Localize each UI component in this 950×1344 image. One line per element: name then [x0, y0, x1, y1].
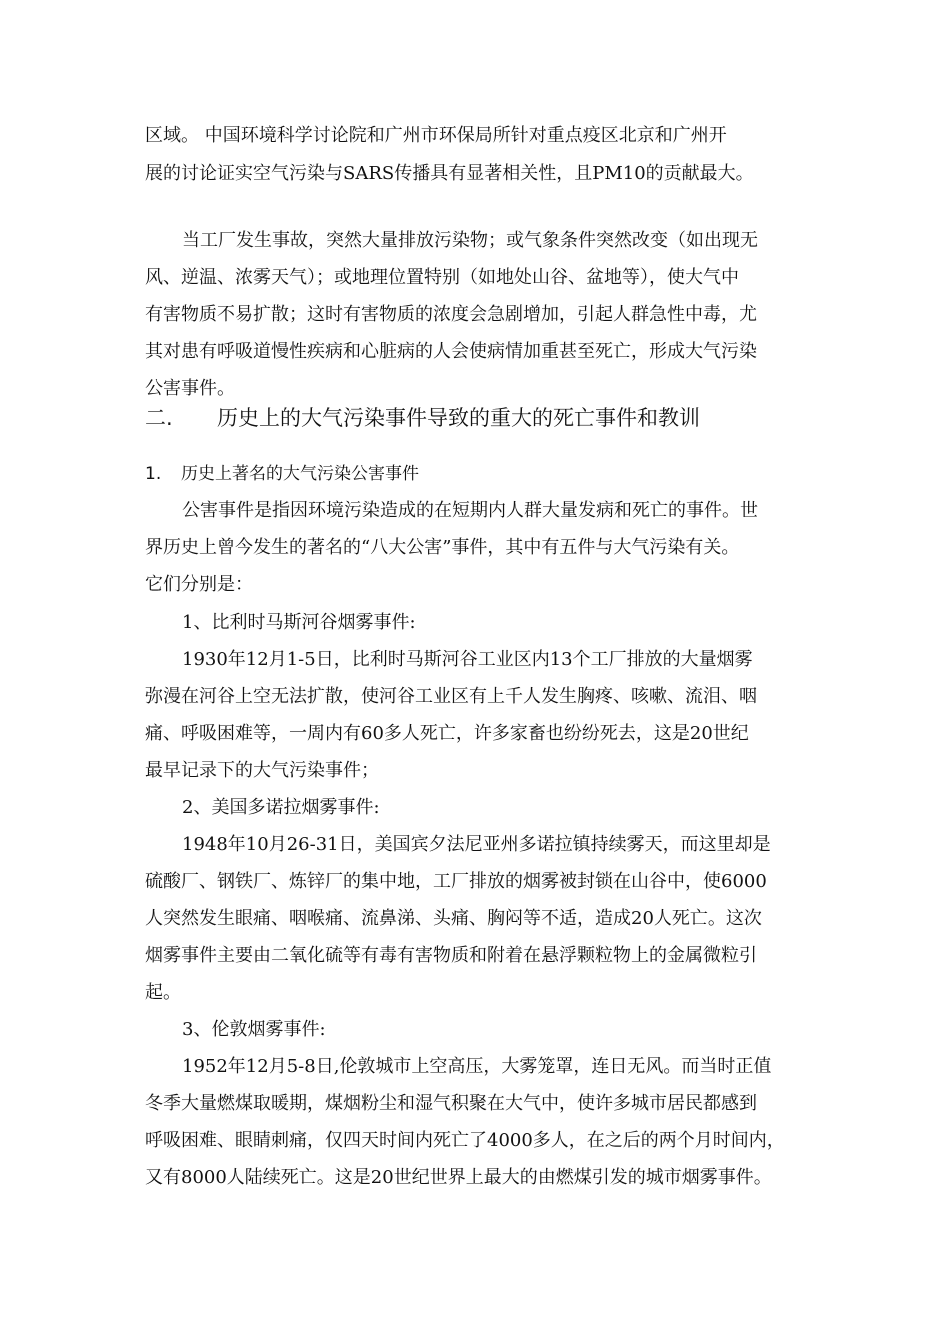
- subsection-title: 历史上著名的大气污染公害事件: [181, 464, 419, 484]
- subsection-heading: [145, 462, 419, 486]
- event-line: 最早记录下的大气污染事件；: [145, 760, 379, 781]
- paragraph-line: 界历史上曾今发生的著名的“八大公害”事件，其中有五件与大气污染有关。: [145, 537, 740, 558]
- event-line: 1948年10月26-31日，美国宾夕法尼亚州多诺拉镇持续雾天，而这里却是: [182, 834, 771, 855]
- event-line: 冬季大量燃煤取暖期，煤烟粉尘和湿气积聚在大气中，使许多城市居民都感到: [145, 1093, 757, 1114]
- event-line: 1952年12月5-8日,伦敦城市上空高压，大雾笼罩，连日无风。而当时正值: [182, 1056, 772, 1077]
- event-line: 又有8000人陆续死亡。这是20世纪世界上最大的由燃煤引发的城市烟雾事件。: [145, 1167, 772, 1188]
- event-title: 2、美国多诺拉烟雾事件:: [182, 797, 380, 818]
- paragraph-line: 其对患有呼吸道慢性疾病和心脏病的人会使病情加重甚至死亡，形成大气污染: [145, 341, 757, 362]
- paragraph-line: 有害物质不易扩散；这时有害物质的浓度会急剧增加，引起人群急性中毒，尤: [145, 304, 757, 325]
- paragraph-line: 它们分别是：: [145, 574, 253, 595]
- intro-line: 区域。 中国环境科学讨论院和广州市环保局所针对重点疫区北京和广州开: [145, 125, 727, 146]
- event-line: 烟雾事件主要由二氧化硫等有毒有害物质和附着在悬浮颗粒物上的金属微粒引: [145, 945, 757, 966]
- event-title: 3、伦敦烟雾事件:: [182, 1019, 326, 1040]
- event-line: 起。: [145, 982, 181, 1003]
- event-line: 1930年12月1-5日，比利时马斯河谷工业区内13个工厂排放的大量烟雾: [182, 649, 753, 670]
- event-line: 弥漫在河谷上空无法扩散，使河谷工业区有上千人发生胸疼、咳嗽、流泪、咽: [145, 686, 757, 707]
- event-line: 人突然发生眼痛、咽喉痛、流鼻涕、头痛、胸闷等不适，造成20人死亡。这次: [145, 908, 762, 929]
- event-line: 呼吸困难、眼睛刺痛，仅四天时间内死亡了4000多人，在之后的两个月时间内，: [145, 1130, 785, 1151]
- section-title: 历史上的大气污染事件导致的重大的死亡事件和教训: [217, 406, 700, 430]
- event-line: 痛、呼吸困难等，一周内有60多人死亡，许多家畜也纷纷死去，这是20世纪: [145, 723, 749, 744]
- section-heading: [145, 404, 700, 432]
- event-line: 硫酸厂、钢铁厂、炼锌厂的集中地，工厂排放的烟雾被封锁在山谷中，使6000: [145, 871, 767, 892]
- section-number: 二.: [145, 406, 173, 430]
- event-title: 1、比利时马斯河谷烟雾事件:: [182, 612, 416, 633]
- subsection-number: 1.: [145, 464, 162, 484]
- paragraph-line: 当工厂发生事故，突然大量排放污染物；或气象条件突然改变（如出现无: [182, 230, 758, 251]
- paragraph-line: 公害事件是指因环境污染造成的在短期内人群大量发病和死亡的事件。世: [182, 500, 758, 521]
- paragraph-line: 公害事件。: [145, 378, 235, 399]
- paragraph-line: 风、逆温、浓雾天气）；或地理位置特别（如地处山谷、盆地等），使大气中: [145, 267, 739, 288]
- intro-line: 展的讨论证实空气污染与SARS传播具有显著相关性，且PM10的贡献最大。: [145, 163, 754, 184]
